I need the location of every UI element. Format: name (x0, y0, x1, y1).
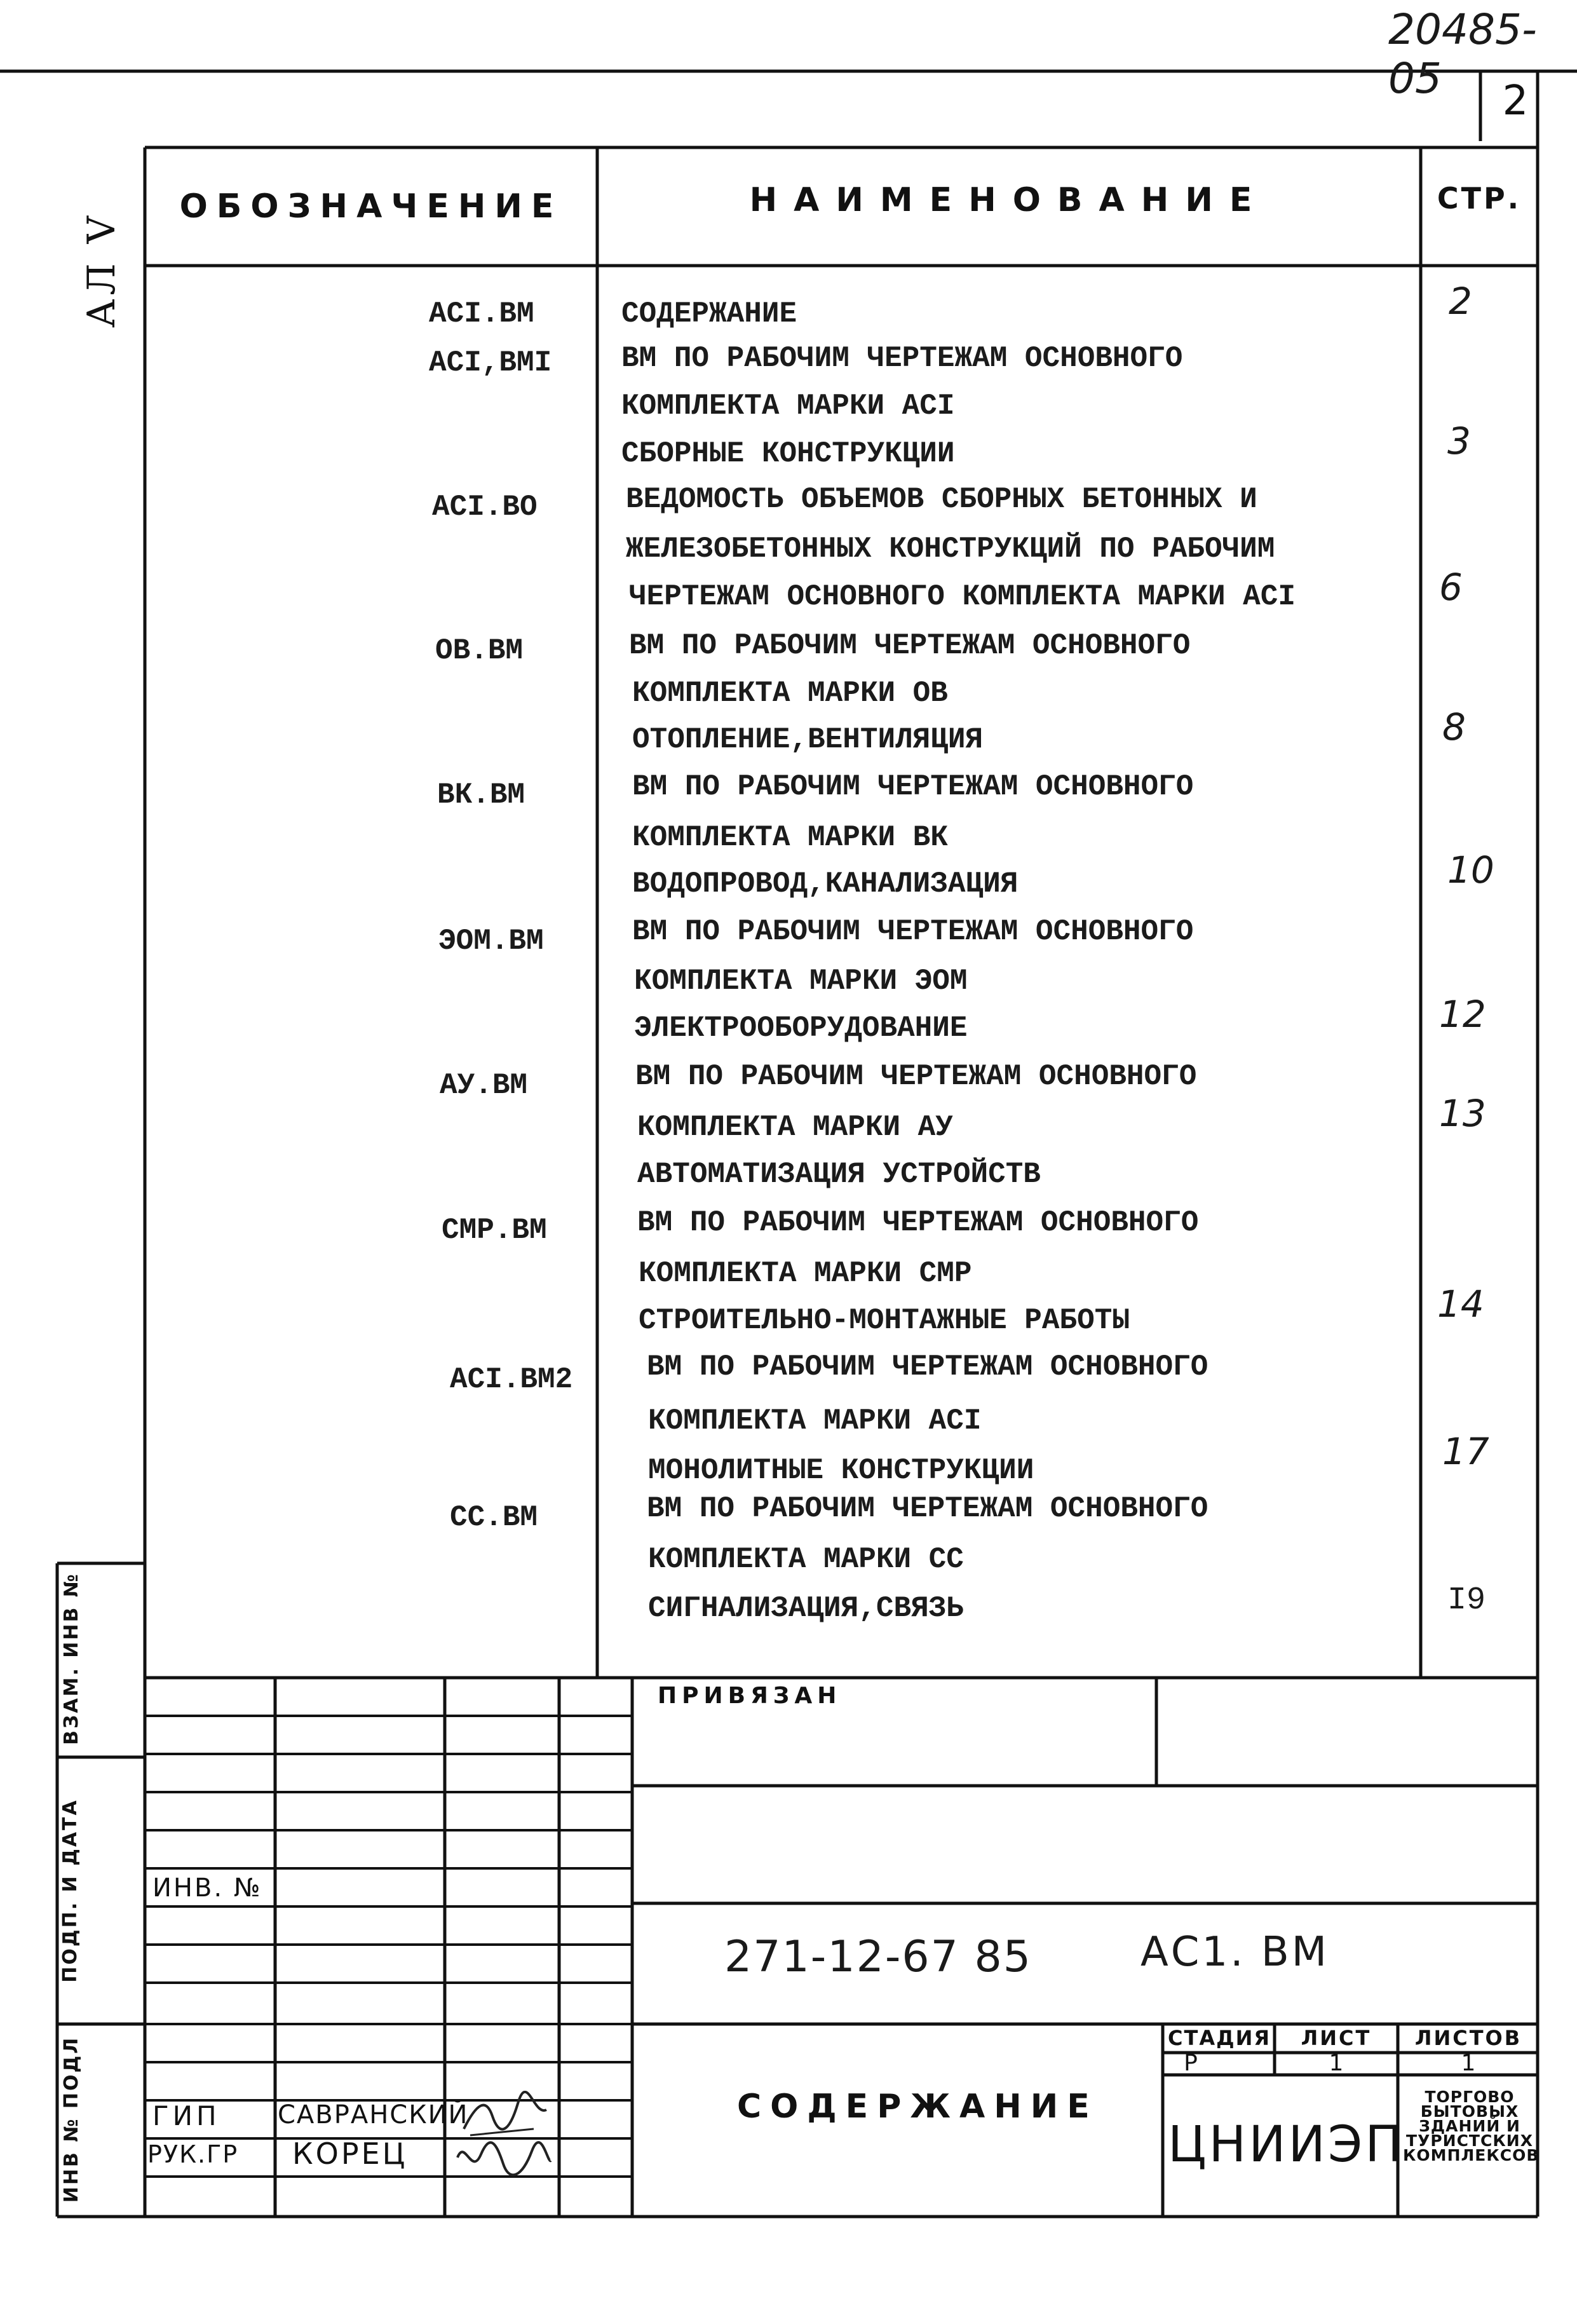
stage-label: СТАДИЯ (1168, 2026, 1271, 2050)
name-korets: КОРЕЦ (292, 2137, 408, 2171)
row-designation: АУ.ВМ (440, 1069, 528, 1102)
row-name-line: ЧЕРТЕЖАМ ОСНОВНОГО КОМПЛЕКТА МАРКИ АСI (629, 580, 1296, 613)
row-designation: СМР.ВМ (442, 1214, 547, 1247)
side-label-podp-data: ПОДП. И ДАТА (59, 1798, 81, 1983)
row-name-line: КОМПЛЕКТА МАРКИ АУ (637, 1111, 953, 1144)
row-name-line: СБОРНЫЕ КОНСТРУКЦИИ (621, 437, 955, 470)
row-name-line: МОНОЛИТНЫЕ КОНСТРУКЦИИ (648, 1454, 1034, 1487)
header-page: СТР. (1437, 181, 1522, 215)
row-name-line: ВОДОПРОВОД,КАНАЛИЗАЦИЯ (632, 867, 1019, 900)
row-designation: АСI.ВМ (429, 297, 534, 330)
album-mark: АЛ V (79, 212, 124, 328)
row-name-line: КОМПЛЕКТА МАРКИ АСI (648, 1404, 982, 1437)
row-name-line: ВЕДОМОСТЬ ОБЪЕМОВ СБОРНЫХ БЕТОННЫХ И (626, 483, 1257, 516)
row-name-line: СИГНАЛИЗАЦИЯ,СВЯЗЬ (648, 1592, 964, 1625)
row-name-line: ВМ ПО РАБОЧИМ ЧЕРТЕЖАМ ОСНОВНОГО (621, 342, 1183, 375)
role-gip: ГИП (152, 2100, 220, 2131)
stage-value: Р (1184, 2050, 1198, 2076)
row-designation: ОВ.ВМ (435, 634, 524, 667)
sheet-title: СОДЕРЖАНИЕ (737, 2088, 1099, 2126)
inv-no-label: ИНВ. № (152, 1873, 262, 1903)
row-designation: ЭОМ.ВМ (438, 925, 544, 958)
row-page: 12 (1439, 993, 1486, 1036)
signature-2 (452, 2132, 554, 2183)
privyazan-label: ПРИВЯЗАН (658, 1683, 842, 1709)
row-page: 8 (1442, 705, 1466, 749)
row-designation: АСI,ВМI (429, 346, 552, 379)
row-name-line: ВМ ПО РАБОЧИМ ЧЕРТЕЖАМ ОСНОВНОГО (647, 1350, 1208, 1383)
row-page: 13 (1439, 1092, 1486, 1135)
row-name-line: СОДЕРЖАНИЕ (621, 297, 797, 330)
project-code: 271-12-67 85 (724, 1932, 1032, 1982)
sheets-value: 1 (1461, 2050, 1476, 2076)
row-name-line: ВМ ПО РАБОЧИМ ЧЕРТЕЖАМ ОСНОВНОГО (647, 1492, 1208, 1525)
org-name: ЦНИИЭП (1168, 2116, 1405, 2173)
row-designation: АСI.ВМ2 (450, 1363, 573, 1396)
sheets-label: ЛИСТОВ (1414, 2026, 1522, 2050)
org-description (1403, 2088, 1540, 2164)
row-page: 14 (1437, 1282, 1484, 1326)
row-page: I9 (1447, 1582, 1486, 1619)
name-savransky: САВРАНСКИЙ (278, 2100, 469, 2130)
document-number: 20485-05 (1388, 5, 1537, 103)
row-name-line: КОМПЛЕКТА МАРКИ СС (648, 1543, 964, 1576)
org-desc-line: БЫТОВЫХ (1420, 2102, 1519, 2121)
document-mark: АС1. ВМ (1140, 1929, 1329, 1976)
row-name-line: ВМ ПО РАБОЧИМ ЧЕРТЕЖАМ ОСНОВНОГО (635, 1060, 1197, 1093)
row-name-line: ВМ ПО РАБОЧИМ ЧЕРТЕЖАМ ОСНОВНОГО (632, 770, 1194, 803)
row-name-line: КОМПЛЕКТА МАРКИ СМР (639, 1257, 972, 1290)
row-page: 3 (1447, 419, 1471, 463)
row-name-line: ВМ ПО РАБОЧИМ ЧЕРТЕЖАМ ОСНОВНОГО (629, 629, 1191, 662)
row-name-line: ЭЛЕКТРООБОРУДОВАНИЕ (634, 1012, 968, 1045)
row-name-line: АВТОМАТИЗАЦИЯ УСТРОЙСТВ (637, 1158, 1041, 1191)
row-designation: СС.ВМ (450, 1501, 538, 1534)
org-desc-line: ТУРИСТСКИХ (1406, 2131, 1533, 2150)
side-label-inv-podl: ИНВ № ПОДЛ (60, 2035, 83, 2203)
row-page: 2 (1449, 280, 1472, 323)
row-page: 6 (1439, 566, 1463, 609)
header-name: НАИМЕНОВАНИЕ (749, 181, 1269, 219)
row-name-line: КОМПЛЕКТА МАРКИ ЭОМ (634, 965, 968, 998)
org-desc-line: КОМПЛЕКСОВ (1403, 2146, 1540, 2164)
row-name-line: ОТОПЛЕНИЕ,ВЕНТИЛЯЦИЯ (632, 723, 984, 756)
row-name-line: ЖЕЛЕЗОБЕТОННЫХ КОНСТРУКЦИЙ ПО РАБОЧИМ (626, 533, 1275, 566)
row-designation: ВК.ВМ (437, 778, 525, 812)
row-name-line: СТРОИТЕЛЬНО-МОНТАЖНЫЕ РАБОТЫ (639, 1304, 1130, 1337)
row-name-line: КОМПЛЕКТА МАРКИ ВК (632, 821, 948, 854)
row-name-line: КОМПЛЕКТА МАРКИ АСI (621, 390, 955, 423)
role-ruk-gr: РУК.ГР (147, 2140, 239, 2168)
row-name-line: ВМ ПО РАБОЧИМ ЧЕРТЕЖАМ ОСНОВНОГО (632, 915, 1194, 948)
header-designation: ОБОЗНАЧЕНИЕ (179, 187, 563, 226)
sheet-number: 2 (1502, 78, 1529, 125)
row-name-line: КОМПЛЕКТА МАРКИ ОВ (632, 677, 948, 710)
sheet-label: ЛИСТ (1301, 2026, 1372, 2050)
sheet-value: 1 (1329, 2050, 1344, 2076)
row-page: 10 (1447, 848, 1494, 892)
org-desc-line: ТОРГОВО (1425, 2088, 1515, 2106)
row-name-line: ВМ ПО РАБОЧИМ ЧЕРТЕЖАМ ОСНОВНОГО (637, 1206, 1199, 1239)
row-designation: АСI.ВО (432, 491, 538, 524)
row-page: 17 (1442, 1430, 1489, 1473)
side-label-vzam-inv: ВЗАМ. ИНВ № (60, 1572, 83, 1745)
org-desc-line: ЗДАНИЙ И (1419, 2117, 1520, 2135)
